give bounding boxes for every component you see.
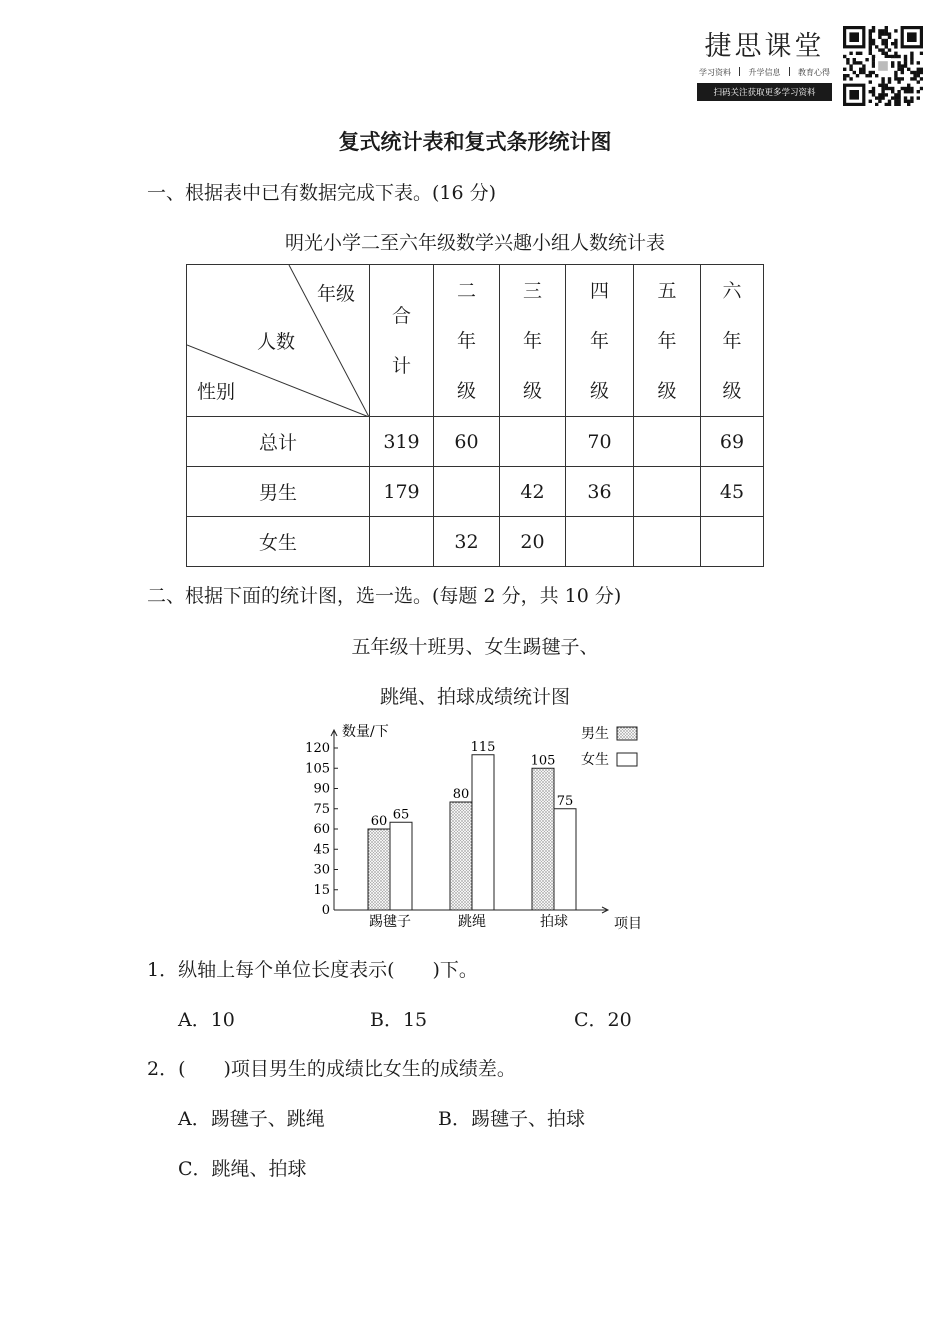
legend-label: 女生 bbox=[581, 752, 609, 768]
legend-label: 男生 bbox=[581, 726, 609, 742]
table-row-total bbox=[187, 417, 764, 467]
column-header-grade2: 二 年 级 bbox=[434, 265, 500, 417]
table-row-girls bbox=[187, 517, 764, 567]
bar-value-label: 105 bbox=[530, 753, 556, 769]
y-tick-label: 15 bbox=[313, 882, 330, 898]
x-tick-label: 拍球 bbox=[540, 914, 568, 930]
x-tick-label: 跳绳 bbox=[458, 914, 486, 930]
bar-girls bbox=[472, 755, 494, 910]
question-2-text: 2．( )项目男生的成绩比女生的成绩差。 bbox=[147, 1058, 516, 1080]
x-axis-label: 项目 bbox=[614, 916, 642, 932]
qr-code-icon[interactable] bbox=[843, 26, 923, 106]
y-axis-label: 数量/下 bbox=[342, 724, 389, 740]
table-cell[interactable] bbox=[434, 467, 500, 517]
bar-value-label: 60 bbox=[370, 814, 388, 829]
legend-swatch bbox=[617, 753, 637, 766]
legend-swatch bbox=[617, 727, 637, 740]
table-cell[interactable] bbox=[701, 517, 764, 567]
bar-value-label: 115 bbox=[470, 739, 496, 755]
table-cell[interactable] bbox=[370, 517, 434, 567]
table-cell[interactable]: 179 bbox=[370, 467, 434, 517]
table-cell[interactable]: 20 bbox=[500, 517, 566, 567]
bar-boys bbox=[368, 829, 390, 910]
brand-tag: 学习资料 bbox=[699, 68, 731, 77]
y-tick-label: 30 bbox=[313, 862, 330, 878]
bar-girls bbox=[390, 822, 412, 910]
question-1-option-c[interactable]: C．20 bbox=[574, 1009, 632, 1031]
y-tick-label: 75 bbox=[313, 801, 330, 817]
chart-title-line2: 跳绳、拍球成绩统计图 bbox=[379, 686, 570, 708]
bar-value-label: 75 bbox=[556, 793, 574, 809]
table-cell[interactable] bbox=[566, 517, 634, 567]
corner-gender-label: 性别 bbox=[197, 381, 236, 403]
y-tick-label: 120 bbox=[305, 741, 330, 756]
page-title: 复式统计表和复式条形统计图 bbox=[338, 130, 612, 154]
y-tick-label: 105 bbox=[305, 761, 330, 777]
bar-value-label: 65 bbox=[392, 807, 410, 823]
corner-count-label: 人数 bbox=[257, 331, 296, 353]
y-tick-label: 0 bbox=[321, 903, 330, 918]
y-tick-label: 60 bbox=[313, 822, 330, 837]
bar-chart bbox=[290, 718, 660, 936]
table-cell[interactable] bbox=[634, 467, 701, 517]
bar-boys bbox=[450, 802, 472, 910]
bar-boys bbox=[532, 768, 554, 910]
brand-slogan: 扫码关注获取更多学习资料 bbox=[697, 83, 832, 101]
brand-tag: 升学信息 bbox=[748, 68, 781, 77]
question-2-option-b[interactable]: B．踢毽子、拍球 bbox=[438, 1108, 585, 1130]
question-1-text: 1．纵轴上每个单位长度表示( )下。 bbox=[147, 959, 478, 981]
table-cell[interactable]: 60 bbox=[434, 417, 500, 467]
brand-logo bbox=[697, 24, 832, 101]
bar-value-label: 80 bbox=[452, 787, 470, 802]
column-header-grade3: 三 年 级 bbox=[500, 265, 566, 417]
row-label: 女生 bbox=[187, 517, 370, 567]
y-tick-label: 90 bbox=[313, 781, 330, 797]
table-cell[interactable] bbox=[634, 517, 701, 567]
section1-heading: 一、根据表中已有数据完成下表。(16 分) bbox=[147, 182, 497, 204]
question-1-option-a[interactable]: A．10 bbox=[178, 1009, 235, 1031]
y-tick-label: 45 bbox=[313, 842, 330, 858]
table-corner-cell bbox=[187, 265, 370, 417]
chart-title-line1: 五年级十班男、女生踢毽子、 bbox=[351, 636, 599, 658]
table-cell[interactable]: 32 bbox=[434, 517, 500, 567]
stats-table bbox=[186, 264, 764, 567]
brand-tags bbox=[697, 67, 832, 78]
question-2-option-a[interactable]: A．踢毽子、跳绳 bbox=[178, 1108, 325, 1130]
table-cell[interactable]: 319 bbox=[370, 417, 434, 467]
brand-tag: 教育心得 bbox=[798, 68, 830, 77]
table-row-boys bbox=[187, 467, 764, 517]
row-label: 男生 bbox=[187, 467, 370, 517]
column-header-grade4: 四 年 级 bbox=[566, 265, 634, 417]
column-header-grade5: 五 年 级 bbox=[634, 265, 701, 417]
table-cell[interactable]: 36 bbox=[566, 467, 634, 517]
section2-heading: 二、根据下面的统计图，选一选。(每题 2 分，共 10 分) bbox=[147, 585, 622, 607]
row-label: 总计 bbox=[187, 417, 370, 467]
column-header-total: 合 计 bbox=[370, 265, 434, 417]
table-cell[interactable]: 45 bbox=[701, 467, 764, 517]
question-2-option-c[interactable]: C．跳绳、拍球 bbox=[178, 1158, 307, 1180]
table-cell[interactable]: 69 bbox=[701, 417, 764, 467]
bar-girls bbox=[554, 809, 576, 910]
corner-grade-label: 年级 bbox=[317, 283, 356, 305]
column-header-grade6: 六 年 级 bbox=[701, 265, 764, 417]
x-tick-label: 踢毽子 bbox=[369, 914, 411, 930]
brand-name: 捷思课堂 bbox=[704, 31, 825, 62]
table-cell[interactable]: 42 bbox=[500, 467, 566, 517]
table-cell[interactable] bbox=[634, 417, 701, 467]
table-cell[interactable]: 70 bbox=[566, 417, 634, 467]
table-title: 明光小学二至六年级数学兴趣小组人数统计表 bbox=[284, 232, 665, 254]
table-cell[interactable] bbox=[500, 417, 566, 467]
question-1-option-b[interactable]: B．15 bbox=[370, 1009, 428, 1031]
